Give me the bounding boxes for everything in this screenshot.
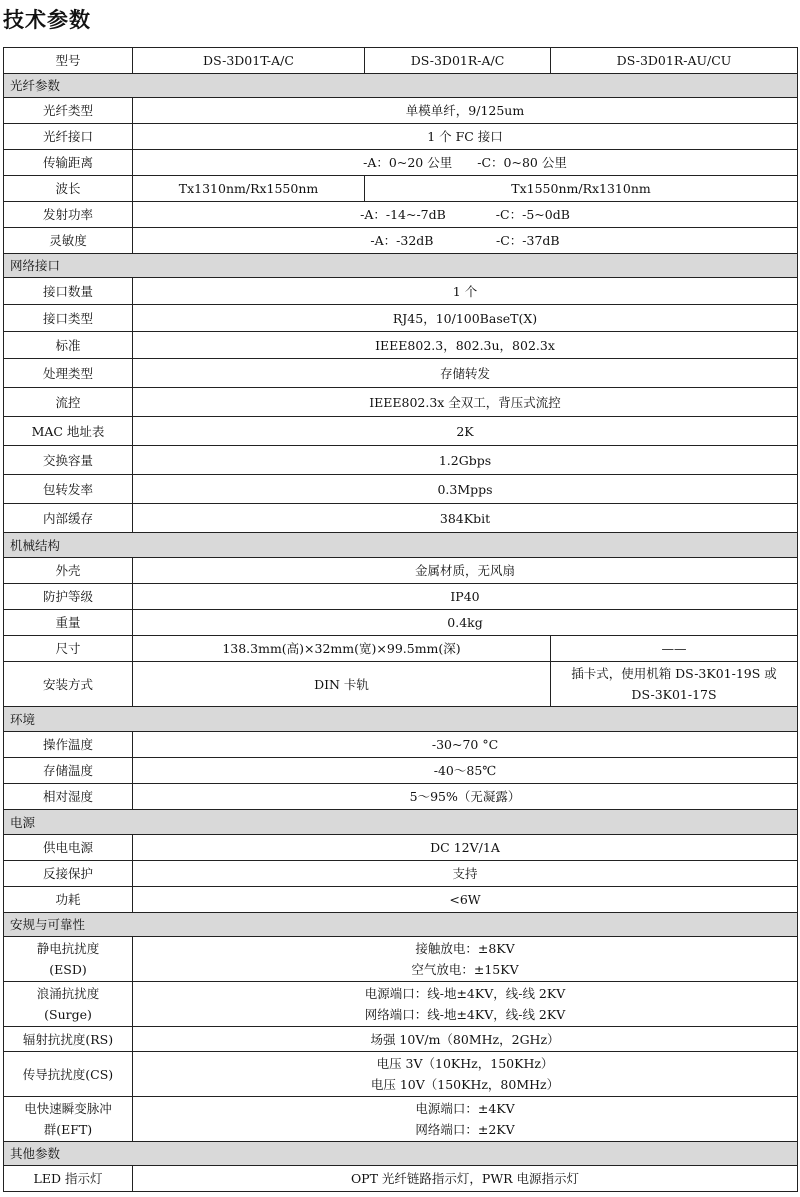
row-label: 发射功率 xyxy=(4,202,133,228)
row-value: -40～85℃ xyxy=(133,758,798,784)
row-value: 场强 10V/m（80MHz，2GHz） xyxy=(133,1027,798,1052)
section-title: 光纤参数 xyxy=(4,74,798,98)
row-weight xyxy=(4,610,798,636)
size-value: 138.3mm(高)×32mm(宽)×99.5mm(深) xyxy=(133,636,551,662)
row-label: 重量 xyxy=(4,610,133,636)
row-wavelength xyxy=(4,176,798,202)
row-label: 光纤类型 xyxy=(4,98,133,124)
eft-value-1: 电源端口：±4KV xyxy=(415,1101,515,1116)
header-row xyxy=(4,48,798,74)
row-value: 单模单纤，9/125um xyxy=(133,98,798,124)
row-value xyxy=(133,1097,798,1142)
row-value xyxy=(133,982,798,1027)
row-value: 5～95%（无凝露） xyxy=(133,784,798,810)
esd-label-2: (ESD) xyxy=(49,962,87,977)
row-value xyxy=(133,1052,798,1097)
row-mac-table xyxy=(4,417,798,446)
row-label: 交换容量 xyxy=(4,446,133,475)
row-label: 内部缓存 xyxy=(4,504,133,533)
mounting-card-line-2: DS-3K01-17S xyxy=(631,687,717,702)
row-value: RJ45，10/100BaseT(X) xyxy=(133,305,798,332)
row-value: -A：-32dB -C：-37dB xyxy=(133,228,798,254)
row-label: 功耗 xyxy=(4,887,133,913)
row-label: 包转发率 xyxy=(4,475,133,504)
row-label: 传输距离 xyxy=(4,150,133,176)
row-value: -A：0~20 公里 -C：0~80 公里 xyxy=(133,150,798,176)
section-power xyxy=(4,810,798,835)
mounting-card-line-1: 插卡式，使用机箱 DS-3K01-19S 或 xyxy=(571,666,777,681)
esd-value-2: 空气放电：±15KV xyxy=(411,962,519,977)
esd-label-1: 静电抗扰度 xyxy=(36,941,100,956)
row-tx-power xyxy=(4,202,798,228)
row-value: 0.3Mpps xyxy=(133,475,798,504)
page-title: 技术参数 xyxy=(3,8,91,32)
row-value: 1 个 xyxy=(133,278,798,305)
row-distance xyxy=(4,150,798,176)
row-label: 流控 xyxy=(4,388,133,417)
row-humidity xyxy=(4,784,798,810)
section-title: 安规与可靠性 xyxy=(4,913,798,937)
row-value: 1 个 FC 接口 xyxy=(133,124,798,150)
row-rs xyxy=(4,1027,798,1052)
section-other xyxy=(4,1142,798,1166)
size-value-card: —— xyxy=(551,636,798,662)
row-value: 2K xyxy=(133,417,798,446)
row-led xyxy=(4,1166,798,1192)
section-title: 其他参数 xyxy=(4,1142,798,1166)
row-value: IP40 xyxy=(133,584,798,610)
wavelength-t: Tx1310nm/Rx1550nm xyxy=(133,176,365,202)
row-supply xyxy=(4,835,798,861)
row-processing xyxy=(4,359,798,388)
row-label xyxy=(4,982,133,1027)
row-label: 接口类型 xyxy=(4,305,133,332)
row-label: 防护等级 xyxy=(4,584,133,610)
row-consumption xyxy=(4,887,798,913)
row-label: 相对湿度 xyxy=(4,784,133,810)
row-label: 供电电源 xyxy=(4,835,133,861)
row-value: IEEE802.3，802.3u，802.3x xyxy=(133,332,798,359)
row-cs xyxy=(4,1052,798,1097)
row-storage-temp xyxy=(4,758,798,784)
row-label: 接口数量 xyxy=(4,278,133,305)
row-value: DC 12V/1A xyxy=(133,835,798,861)
row-value: <6W xyxy=(133,887,798,913)
section-title: 网络接口 xyxy=(4,254,798,278)
cs-value-1: 电压 3V（10KHz，150KHz） xyxy=(376,1056,554,1071)
surge-label-1: 浪涌抗扰度 xyxy=(36,986,100,1001)
row-label: 传导抗扰度(CS) xyxy=(4,1052,133,1097)
section-network xyxy=(4,254,798,278)
row-mounting xyxy=(4,662,798,707)
row-flow-control xyxy=(4,388,798,417)
row-value: 存储转发 xyxy=(133,359,798,388)
row-value: 金属材质，无风扇 xyxy=(133,558,798,584)
row-value: 支持 xyxy=(133,861,798,887)
row-switch-capacity xyxy=(4,446,798,475)
surge-label-2: (Surge) xyxy=(44,1007,92,1022)
row-label: 灵敏度 xyxy=(4,228,133,254)
model-label: 型号 xyxy=(4,48,133,74)
row-label: LED 指示灯 xyxy=(4,1166,133,1192)
row-value: -30~70 °C xyxy=(133,732,798,758)
row-value: 0.4kg xyxy=(133,610,798,636)
row-esd xyxy=(4,937,798,982)
wavelength-r: Tx1550nm/Rx1310nm xyxy=(365,176,798,202)
eft-value-2: 网络端口：±2KV xyxy=(415,1122,515,1137)
model-r: DS-3D01R-A/C xyxy=(365,48,551,74)
mounting-value-card xyxy=(551,662,798,707)
row-value: -A：-14~-7dB -C：-5~0dB xyxy=(133,202,798,228)
model-t: DS-3D01T-A/C xyxy=(133,48,365,74)
row-value: 384Kbit xyxy=(133,504,798,533)
row-label: 安装方式 xyxy=(4,662,133,707)
row-label: 辐射抗扰度(RS) xyxy=(4,1027,133,1052)
cs-value-2: 电压 10V（150KHz，80MHz） xyxy=(370,1077,560,1092)
section-title: 环境 xyxy=(4,707,798,732)
row-label: 处理类型 xyxy=(4,359,133,388)
row-label: 存储温度 xyxy=(4,758,133,784)
eft-label-2: 群(EFT) xyxy=(43,1122,93,1137)
row-label: 操作温度 xyxy=(4,732,133,758)
surge-value-1: 电源端口：线-地±4KV，线-线 2KV xyxy=(364,986,566,1001)
section-safety xyxy=(4,913,798,937)
row-port-count xyxy=(4,278,798,305)
section-title: 电源 xyxy=(4,810,798,835)
row-reverse xyxy=(4,861,798,887)
row-eft xyxy=(4,1097,798,1142)
row-label: 波长 xyxy=(4,176,133,202)
surge-value-2: 网络端口：线-地±4KV，线-线 2KV xyxy=(364,1007,566,1022)
row-fiber-port xyxy=(4,124,798,150)
row-label: 外壳 xyxy=(4,558,133,584)
model-r-au: DS-3D01R-AU/CU xyxy=(551,48,798,74)
row-size xyxy=(4,636,798,662)
row-surge xyxy=(4,982,798,1027)
row-value: 1.2Gbps xyxy=(133,446,798,475)
row-label xyxy=(4,1097,133,1142)
row-label: 反接保护 xyxy=(4,861,133,887)
row-ip-rating xyxy=(4,584,798,610)
row-housing xyxy=(4,558,798,584)
row-label: 光纤接口 xyxy=(4,124,133,150)
row-label xyxy=(4,937,133,982)
row-value: OPT 光纤链路指示灯，PWR 电源指示灯 xyxy=(133,1166,798,1192)
row-sensitivity xyxy=(4,228,798,254)
esd-value-1: 接触放电：±8KV xyxy=(415,941,515,956)
row-fiber-type xyxy=(4,98,798,124)
section-fiber xyxy=(4,74,798,98)
mounting-value: DIN 卡轨 xyxy=(133,662,551,707)
eft-label-1: 电快速瞬变脉冲 xyxy=(24,1101,112,1116)
row-value: IEEE802.3x 全双工，背压式流控 xyxy=(133,388,798,417)
section-title: 机械结构 xyxy=(4,533,798,558)
row-op-temp xyxy=(4,732,798,758)
row-forward-rate xyxy=(4,475,798,504)
row-label: MAC 地址表 xyxy=(4,417,133,446)
spec-table xyxy=(3,47,798,1192)
row-port-type xyxy=(4,305,798,332)
row-label: 标准 xyxy=(4,332,133,359)
row-label: 尺寸 xyxy=(4,636,133,662)
section-environment xyxy=(4,707,798,732)
row-standard xyxy=(4,332,798,359)
section-mechanical xyxy=(4,533,798,558)
row-buffer xyxy=(4,504,798,533)
row-value xyxy=(133,937,798,982)
